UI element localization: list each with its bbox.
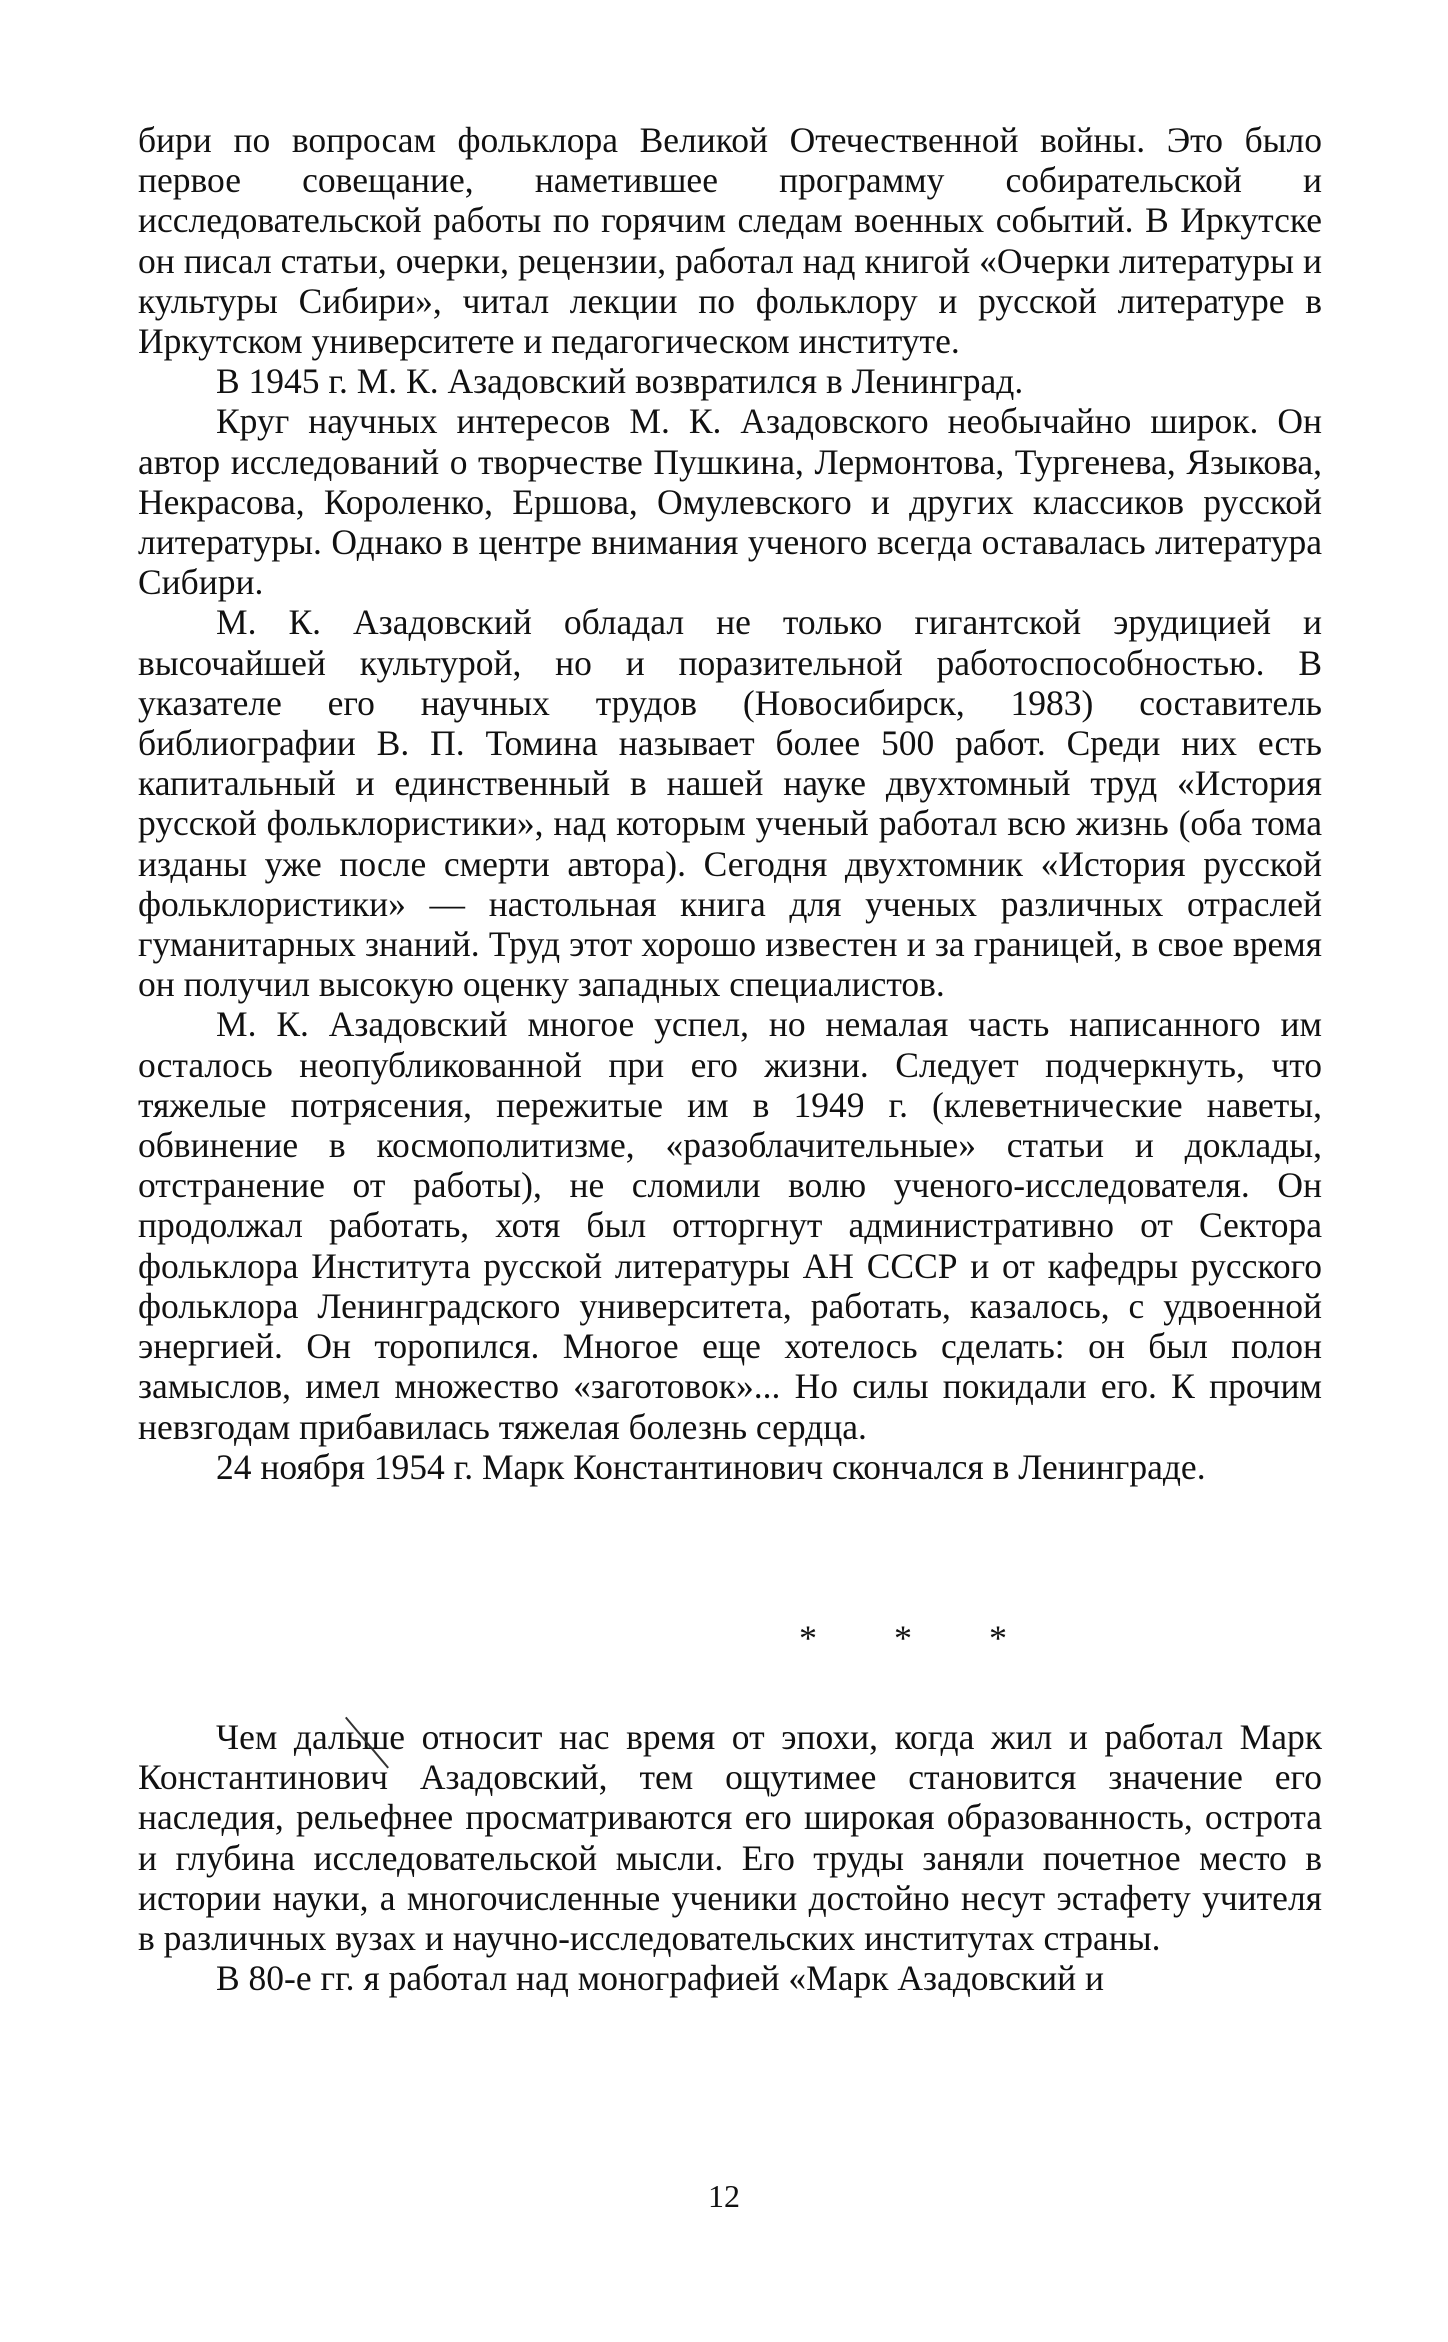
paragraph-3: Круг научных интересов М. К. Азадовского необычайно широк. Он автор исследований о творчестве Пушкина, Лермонтова, Тургенева, Языкова, Некрасова, Короленко, Ершова, Омулевского и других классиков русской литературы. Однако в центре внимания ученого всегда оставалась литература Сибири. bbox=[138, 401, 1322, 603]
page-number: 12 bbox=[708, 2178, 740, 2214]
paragraph-8: В 80-е гг. я работал над монографией «Марк Азадовский и bbox=[216, 1958, 1104, 1999]
paragraph-2: В 1945 г. М. К. Азадовский возвратился в Ленинград. bbox=[216, 361, 1024, 402]
paragraph-5: М. К. Азадовский многое успел, но немалая часть написанного им осталось неопубликованной при его жизни. Следует подчеркнуть, что тяжелые потрясения, пережитые им в 1949 г. (клеветнические наветы, обвинение в космополитизме, «разоблачительные» статьи и доклады, отстранение от работы), не сломили волю ученого-исследователя. Он продолжал работать, хотя был отторгнут административно от Сектора фольклора Института русской литературы АН СССР и от кафедры русского фольклора Ленинградского университета, работать, казалось, с удвоенной энергией. Он торопился. Многое еще хотелось сделать: он был полон замыслов, имел множество «заготовок»... Но силы покидали его. К прочим невзгодам прибавилась тяжелая болезнь сердца. bbox=[138, 1004, 1322, 1447]
paragraph-6: 24 ноября 1954 г. Марк Константинович скончался в Ленинграде. bbox=[216, 1446, 1206, 1487]
section-separator: * * * bbox=[799, 1617, 1041, 1658]
page-body bbox=[138, 120, 1322, 1998]
paragraph-7: Чем дальше относит нас время от эпохи, когда жил и работал Марк Константинович Азадовский, тем ощутимее становится значение его наследия, рельефнее просматриваются его широкая образованность, острота и глубина исследовательской мысли. Его труды заняли почетное место в истории науки, а многочисленные ученики достойно несут эстафету учителя в различных вузах и научно-исследовательских институтах страны. bbox=[138, 1716, 1322, 1958]
paragraph-4: М. К. Азадовский обладал не только гигантской эрудицией и высочайшей культурой, но и поразительной работоспособностью. В указателе его научных трудов (Новосибирск, 1983) составитель библиографии В. П. Томина называет более 500 работ. Среди них есть капитальный и единственный в нашей науке двухтомный труд «История русской фольклористики», над которым ученый работал всю жизнь (оба тома изданы уже после смерти автора). Сегодня двухтомник «История русской фольклористики» — настольная книга для ученых различных отраслей гуманитарных знаний. Труд этот хорошо известен и за границей, в свое время он получил высокую оценку западных специалистов. bbox=[138, 602, 1322, 1005]
paragraph-1: бири по вопросам фольклора Великой Отечественной войны. Это было первое совещание, наметившее программу собирательской и исследовательской работы по горячим следам военных событий. В Иркутске он писал статьи, очерки, рецензии, работал над книгой «Очерки литературы и культуры Сибири», читал лекции по фольклору и русской литературе в Иркутском университете и педагогическом институте. bbox=[138, 120, 1322, 362]
